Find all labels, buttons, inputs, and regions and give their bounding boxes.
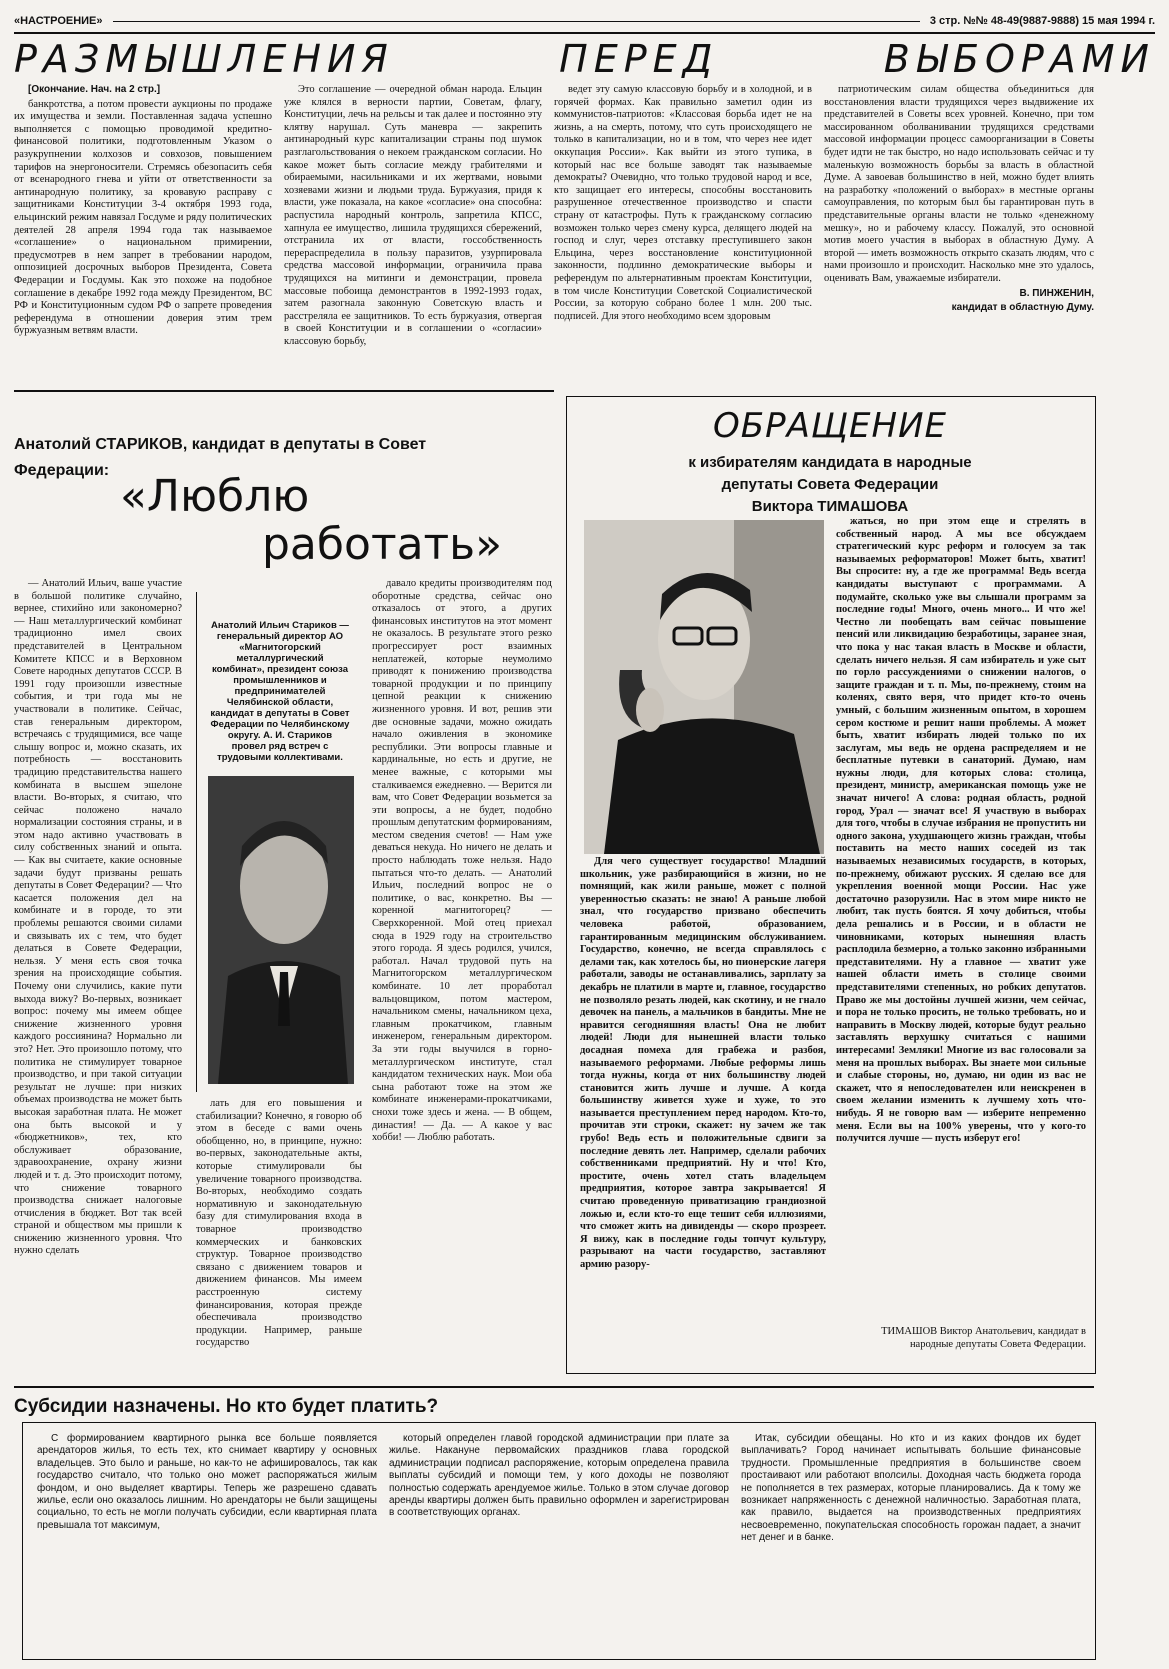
- photo-caption: Анатолий Ильич Стариков — генеральный директор АО «Магнитогорский металлургический комбинат», президент союза промышленников и предпринимателей Челябинской области, кандидат в депутаты в Совет Федерации по Челябинскому округу. А. И. Стариков провел ряд встреч с трудовыми коллективами.: [210, 620, 350, 763]
- article-column-1: [14, 84, 272, 386]
- signature-name: В. ПИНЖЕНИН,: [1019, 287, 1094, 299]
- article-column-3: [554, 84, 812, 386]
- appeal-column-right: [836, 516, 1086, 1322]
- section-divider: [14, 390, 554, 392]
- article-text-4: патриотическим силам общества объединиться для восстановления власти трудящихся через выдвижение их представителей в Советы всех уровней. Конечно, при том массированном оболванивании трудящихся средствами массовой информации процесс самоорганизации в Советы будет идти не так быстро, но надо использовать сейчас и ту маленькую возможность борьбы за власть в областной Думе. А завоевав большинство в ней, можно будет влиять на разработку «положений о выборах» в местные органы самоуправления, по которым был бы гарантирован путь в представительные органы власти не только «денежному мешку», но и рабочему классу. Пожалуй, это основной мотив моего участия в выборах в областную Думу. А второй — иметь возможность открыто сказать людям, что с нами произошло и происходит. Насколько мне это удалось, оценивать Вам, уважаемые избиратели.: [824, 84, 1094, 284]
- subsidy-column-3: [741, 1433, 1081, 1649]
- interview-column-3: [372, 578, 552, 1368]
- appeal-subtitle-2: депутаты Совета Федерации: [721, 476, 939, 493]
- appeal-text-left: Для чего существует государство! Младший школьник, уже разбирающийся в жизни, но не помнящий, как жили раньше, может с полной уверенностью сказать: не знаю! А раньше любой знал, что государство призвано обеспечить человека работой, образованием, гарантированным медицинским обслуживанием. Государство, конечно, не всегда справлялось с делами так, как хотелось бы, но пионерские лагеря работали, заводы не останавливались, зарплату за декабрь не платили в марте и, главное, государство не позволяло резать людей, как скотину, и не гнало девочек на панель, а мальчиков в бандиты. Мне не нравится сегодняшняя власть! Она не любит людей! Люди для нынешней власти только досадная помеха для грабежа и разбоя, называемого реформами. Любые реформы лишь тогда нужны, когда от них большинству людей становится жить лучше и лучше. А когда большинству живется хуже и хуже, то это называется преступлением перед народом. Кто-то, прочитав эти строки, скажет: ну зачем же так грубо! Ведь есть и положительные сдвиги за последние девять лет. Например, сделали рабочих собственниками предприятий. Ну и что! Кто, простите, очень хотел стать владельцем предприятия, которое завтра закрывается! Я считаю проведенную приватизацию грандиозной ложью и, если кто-то еще тешит себя иллюзиями, что сможет жить на дивиденды — скоро прозреет. Я вижу, как в последние годы топчут культуру, разрывают на части государство, заставляют армию разору-: [580, 856, 826, 1270]
- appeal-signature: [836, 1326, 1086, 1366]
- headline: [14, 34, 1155, 84]
- quote-line-2: работать»: [262, 519, 503, 570]
- appeal-column-left: [580, 856, 826, 1362]
- subsidy-text-2: который определен главой городской администрации при плате за жилье. Накануне первомайских праздников глава городской администрации подписал распоряжение, которым определена правила выплаты субсидий и помощи тем, у кого доходы не позволяют полностью содержать арендуемое жилье. Только в этом случае договор аренды квартиры должен быть правильно оформлен и зарегистрирован в соответствующих органах.: [389, 1433, 729, 1519]
- starikov-portrait: [208, 776, 354, 1084]
- quote-line-1: «Люблю: [120, 471, 310, 522]
- interview-text-2: лать для его повышения и стабилизации? Конечно, я говорю об этом в беседе с вами очень обобщенно, но, в принципе, нужно: во-первых, законодательные акты, которые стимулировали бы увеличение товарного производства. Во-вторых, необходимо создать нормативную и законодательную базу для стимулирования входа в товарное производство коммерческих и банковских структур. Товарное производство связано с движением товаров и движением финансов. Мы имеем расстроенную систему финансирования, которая прежде обеспечивала производство продукции. Например, раньше государство: [196, 1098, 362, 1349]
- interview-text-3: давало кредиты производителям под оборотные средства, сейчас оно отказалось от этого, а других финансовых институтов на этот момент не оказалось. В результате этого резко прогрессирует рост взаимных неплатежей, которые неумолимо приводят к понижению производства товарной продукции и по принципу цепной реакции к снижению жизненного уровня. И вот, решив эти две основные задачи, можно ожидать начало оживления в экономике республики. Эти вопросы главные и кардинальные, но есть и другие, не менее важные, с которыми мы сталкиваемся ежедневно. — Верится ли вам, что Совет Федерации возьмется за эти вопросы, а не будет, подобно прошлым депутатским формированиям, местом сведения счетов! — Нам уже деваться некуда. Но ничего не делать и просто наблюдать тоже нельзя. Надо пытаться что-то делать. — Анатолий Ильич, последний вопрос не о политике, о вас, конкретно. Вы — коренной магнитогорец? — Сверхкоренной. Мой отец приехал сюда в 1929 году на строительство этого города. Я здесь родился, учился, работал. Начал трудовой путь на Магнитогорском металлургическом комбинате. 10 лет проработал вальцовщиком, потом мастером, начальником смены, начальником цеха, главным прокатчиком, главным инженером, генеральным директором. За эти годы выучился в горно-металлургическом институте, стал кандидатом технических наук. Мои оба сына работают тоже на этом же комбинате инженерами-прокатчиками, снохи тоже здесь и жена. — В общем, династия! — Да. — А какое у вас хобби! — Люблю работать.: [372, 578, 552, 1144]
- interview-column-2: [196, 1098, 362, 1368]
- signature-role: кандидат в областную Думу.: [951, 302, 1094, 314]
- appeal-subtitle-1: к избирателям кандидата в народные: [688, 454, 972, 471]
- subsidy-column-2: [389, 1433, 729, 1649]
- timashov-photo-image: [584, 520, 824, 854]
- subsidy-column-1: [37, 1433, 377, 1649]
- appeal-signature-text: ТИМАШОВ Виктор Анатольевич, кандидат в народные депутаты Совета Федерации.: [881, 1326, 1086, 1350]
- starikov-portrait-image: [208, 776, 354, 1084]
- timashov-photo: [584, 520, 824, 854]
- appeal-text-right: жаться, но при этом еще и стрелять в собственный народ. А мы все обсуждаем стратегический курс реформ и голосуем за так называемых реформаторов! Может быть, хватит! Вы спросите: ну, а где же программа! Ведь всегда кандидаты выступают с программами. А подумайте, сколько уже вы слышали программ за последние годы! Много, очень много... И что же! Честно ли пообещать вам сейчас повышение пенсий или ликвидацию безработицы, заранее зная, что пока у нас такая власть в Москве и области, сделать ничего нельзя. Я сам избиратель и уже сыт по горло рассуждениями о снижении налогов, о защите граждан и т. п. Мы, по-прежнему, стоим на коленях, свято веря, что придет кто-то очень умный, с большим жизненным опытом, в хорошем сером костюме и решит наши проблемы. А может быть, хватит избирать людей только по их заслугам, мы ведь не ордена распределяем и не бесплатные путевки в санаторий. Думаю, нам нужны люди, для которых слова: столица, президент, министр, американская помощь уже не значат ничего! А слова: родная область, родной город, Урал — значат все! Я участвую в выборах для того, чтобы в случае избрания не пропустить ни одного закона, ухудшающего жизнь граждан, чтобы поставить на место наших соседей из так называемых независимых государств, в которых, по-прежнему, обижают русских. Я сделаю все для укрепления военной мощи России. Нас уже достаточно разорузили. Нас в этом мире никто не любит, так пусть боятся. Я хочу добиться, чтобы дела решались и в России, и в области не чиновниками, которых нынешняя власть расплодила безмерно, а только законно избранными представителями. Ну а главное — хватит уже нашей области иметь в столице своими представителями степенных, но робких депутатов. Право же мы достойны лучшей жизни, чем сейчас, и пора не только просить, не только требовать, но и направить в Москву людей, которые будут реально заставлять верхушку считаться с нашими интересами! Земляки! Многие из вас голосовали за меня на прошлых выборах. Вы знаете мои сильные и слабые стороны, но, думаю, ни один из вас не скажет, что я непоследователен или неискренен в своем желании изменить к лучшему хоть что-нибудь. Я не говорю вам — изберите непременно меня. Если вы на 100% уверены, что у кого-то получится лучше — пусть изберут его!: [836, 516, 1086, 1145]
- article-column-2: [284, 84, 542, 386]
- interview-column-1: [14, 578, 182, 1368]
- appeal-subtitle-3: Виктора ТИМАШОВА: [751, 498, 909, 515]
- article-text-3: ведет эту самую классовую борьбу и в холодной, и в горячей формах. Как правильно заметил один из коммунистов-патриотов: «Классовая борьба идет не на жизнь, а на смерть, потому, что суть происходящего не только в капитализации, но и в том, что через нее идет оккупация России». Как выйти из этого тупика, в который нас все больше заводят так называемые демократы? Очевидно, что только трудовой народ и все, кто защищает его интересы, способны восстановить разрушенное отечественное производство и спасти страну от катастрофы. Путь к гражданскому согласию возможен только через смену курса, делящего людей на господ и слуг, через отставку преступившего закон Ельцина, через восстановление конституционной законности, подлинно демократические выборы и референдум по альтернативным проектам Конституции, в том числе Конституции Советской Социалистической России, за которую собрано более 1 млн. 200 тыс. подписей. Для этого необходимо всем здоровым: [554, 84, 812, 322]
- subsidy-heading: Субсидии назначены. Но кто будет платить?: [14, 1396, 439, 1417]
- subsidy-box: [22, 1422, 1096, 1660]
- photo-frame-left: [196, 592, 197, 1092]
- headline-word-1: РАЗМЫШЛЕНИЯ: [14, 37, 394, 81]
- masthead-rule: [113, 21, 920, 22]
- subsidy-text-3: Итак, субсидии обещаны. Но кто и из каких фондов их будет выплачивать? Город начинает испытывать большие финансовые трудности. Промышленные предприятия в большинстве своем простаивают или работают вполсилы. Доходная часть бюджета города не пополняется в тех размерах, которые планировались. Да к тому же возникает напряженность с денежной наличностью. Заработная плата, как правило, выдается на производственных предприятиях несвоевременно, покупательская способность горожан падает, а значит нет денег и в банке.: [741, 1433, 1081, 1544]
- masthead: [14, 10, 1155, 34]
- article-text-1: банкротства, а потом провести аукционы по продаже их имущества и земли. Поставленная задача успешно выполняется с помощью проводимой кредитно-финансовой политики, подготовленным Указом о разукрупнении колхозов и совхозов, повышением тарифов на энергоносители. Стремясь обезопасить себя от всенародного гнева и уйти от ответственности за антинародную политику, за кровавую расправу с защитниками Конституции 3-4 октября 1993 года, ельцинский режим навязал Госдуме и ряду политических деятелей 28 апреля 1994 года так называемое «соглашение» о национальном примирении, предусмотрев в нем запрет в требовании народом, оппозицией досрочных выборов Президента, Совета Федерации и Госдумы. Как это похоже на подобное соглашение в декабре 1992 года между Президентом, ВС РФ и Конституционным судом РФ о запрете проведения референдума в отношении доверия этим трем буржуазным ветвям власти.: [14, 98, 272, 337]
- continuation-note: [Окончание. Нач. на 2 стр.]: [28, 84, 161, 95]
- headline-word-2: ПЕРЕД: [559, 37, 719, 81]
- masthead-issue: 3 стр. №№ 48-49(9887-9888) 15 мая 1994 г.: [929, 15, 1155, 27]
- starikov-heading: Анатолий СТАРИКОВ, кандидат в депутаты в Совет Федерации:: [14, 436, 427, 479]
- article-text-2: Это соглашение — очередной обман народа. Ельцин уже клялся в верности партии, Советам, флагу, Конституции, лечь на рельсы и так далее и постоянно эту клятву нарушал. Суть маневра — закрепить антинародный курс капитализации страны под шумок разглагольствования о некоем гражданском согласии. Но какое может быть согласие между грабителями и обираемыми, насильниками и их жертвами, новыми хозяевами жизни и людьми труда. Буржуазия, придя к власти, уже показала, на какое «согласие» она способна: распустила народный контроль, запретила КПСС, хапнула ее имущество, лишила трудящихся сбережений, отстранила их от власти, госсобственность перераспределила в пользу паразитов, узурпировала средства массовой информации, ограничила права трудящихся на митинги и демонстрации, провела массовые побоища демонстрантов в 1992-1993 годах, затем разогнала законную Советскую власть и расстреляла ее защитников. То есть буржуазия, отвергая в своей Конституции и в соглашении о «согласии» классовую борьбу,: [284, 84, 542, 347]
- appeal-subtitle: [566, 452, 1094, 518]
- subsidy-text-1: С формированием квартирного рынка все больше появляется арендаторов жилья, то есть тех, кто снимает квартиру у основных владельцев. Это было и раньше, но как-то не афишировалось, так как государство считало, что только оно может распоряжаться жилым фондом, и оно выделяет квартиры. Теперь же разрешено сдавать жилье, если оно оказалось лишним. Но арендаторы не были защищены социально, то есть не могли получать субсидии, если квартирная плата превышала тот максимум,: [37, 1433, 377, 1531]
- masthead-title: «НАСТРОЕНИЕ»: [14, 15, 103, 27]
- bottom-divider: [14, 1386, 1094, 1388]
- article-column-4: [824, 84, 1094, 386]
- appeal-title: ОБРАЩЕНИЕ: [712, 406, 947, 446]
- headline-word-3: ВЫБОРАМИ: [883, 37, 1155, 81]
- interview-text-1: — Анатолий Ильич, ваше участие в большой политике случайно, вернее, стихийно или закономерно? — Наш металлургический комбинат традиционно имел своих представителей в Центральном Комитете КПСС и в Верховном Совете народных депутатов СССР. В 1991 году произошли известные события, и три года мы не участвовали в политике. Сейчас, став генеральным директором, встречаясь с трудящимися, все чаще слышу вопрос и, можно сказать, их потребность — восстановить традицию представительства нашего комбината в высшем эшелоне власти. Во-вторых, я считаю, что сейчас положено начало нормализации состояния страны, и в этом надо активно участвовать в силу собственных знаний и опыта. — Как вы считаете, какие основные задачи будут призваны решать депутаты в Совет Федерации? — Что касается положения дел на комбинате и в городе, то эти проблемы решаются своими силами и связывать их с тем, что будет делаться в Совете Федерации, нельзя. У меня есть своя точка зрения на происходящие события. Почему они случились, какие пути выхода вижу? Во-первых, возникает вопрос: почему мы имеем общее снижение жизненного уровня каждого россиянина? Нормально ли это? Нет. Это произошло потому, что политика не стимулирует товарное производство, и при такой ситуации результат не лучше: при низких объемах производства не может быть высокая заработная плата. Не может она быть высокой и у «бюджетников», тех, кто обслуживает образование, здравоохранение, охрану жизни людей и т. д. Это происходит потому, что снижение товарного производства снижает налоговые отчисления в бюджет. Вот так всей страной и обществом мы пришли к снижению жизненного уровня. Что нужно сделать: [14, 578, 182, 1257]
